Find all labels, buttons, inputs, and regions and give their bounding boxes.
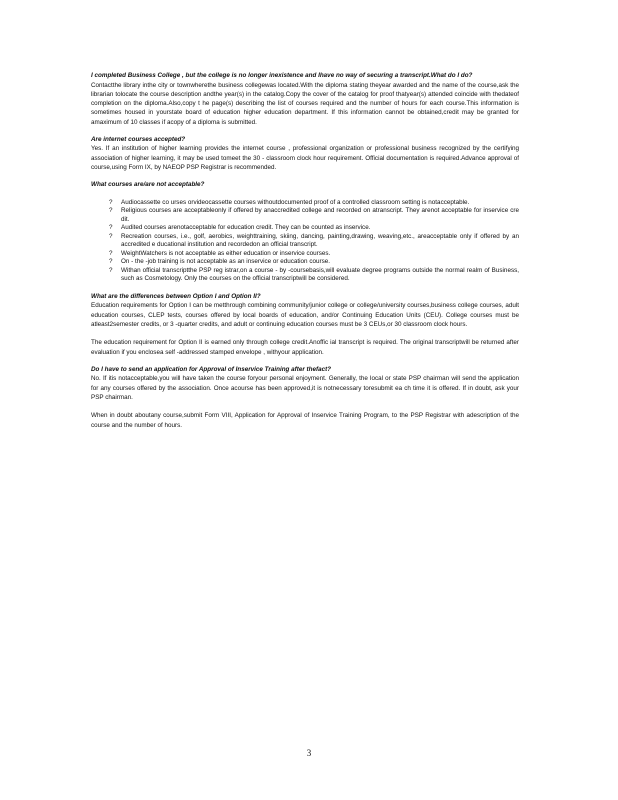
list-item bbox=[109, 207, 519, 224]
list-item-text: Recreation courses, i.e., golf, aerobics, weighttraining, skiing, dancing, painting,drawing, weaving,etc., areacceptable only if offered by an accredited e ducational institution and recordedon an official transcript. bbox=[121, 232, 519, 249]
bullet-mark: ? bbox=[109, 224, 113, 232]
question-heading: I completed Business College , but the college is no longer inexistence and Ihave no way of securing a transcript.What do I do? bbox=[91, 72, 473, 79]
spacer bbox=[91, 402, 519, 411]
bullet-mark: ? bbox=[109, 266, 113, 274]
list-item bbox=[109, 266, 519, 284]
question-heading: Do I have to send an application for Approval of Inservice Training after thefact? bbox=[91, 365, 332, 373]
list-item-text: Religious courses are acceptableonly if offered by anaccredited college and recorded on atranscript. They arenot acceptable for inservice cre dit. bbox=[121, 207, 519, 223]
spacer bbox=[91, 284, 519, 293]
page-number: 3 bbox=[306, 748, 312, 758]
question-heading: What are the differences between Option I and Option II? bbox=[91, 292, 261, 300]
answer-paragraph: Contactthe library inthe city or townwherethe business collegewas located.With the diploma stating theyear awarded and the name of the course,ask the librarian tolocate the course description andthe year(s) in the catalog.Copy the cover of the catalog for proof thatyear(s) attended coincide with thedateof completion on the diploma.Also,copy t he page(s) describing the list of courses required and the number of hours for each course.This information is sometimes housed in yourstate board of education higher education department. If this information cannot be obtained,credit may be granted for amaximum of 10 classes if acopy of a diploma is submitted. bbox=[91, 81, 519, 126]
answer-paragraph: No. If itis notacceptable,you will have taken the course foryour personal enjoyment. Generally, the local or state PSP chairman will send the application for any courses offered by the association. Once acourse has been approved,it is notnecessary toresubmit ea ch time it is offered. If in doubt, ask your PSP chairman. bbox=[91, 375, 519, 401]
spacer bbox=[91, 127, 519, 136]
spacer bbox=[91, 357, 519, 366]
question-heading: Are internet courses accepted? bbox=[91, 135, 186, 143]
list-item bbox=[109, 249, 519, 259]
answer-paragraph: Education requirements for Option I can be metthrough combining community/junior college or college/university courses,business college courses, adult education courses, CLEP tests, courses offered by local boards of education, and/or Continuing Education Units (CEU). College courses must be atleast2semester credits, or 3 -quarter credits, and adult or continuing education courses must be 3 CEUs,or 30 classroom clock hours. bbox=[91, 302, 519, 328]
answer-paragraph: When in doubt aboutany course,submit Form VIII, Application for Approval of Inservice Training Program, to the PSP Registrar with adescription of the course and the number of hours. bbox=[91, 412, 519, 429]
bullet-mark: ? bbox=[109, 207, 113, 215]
list-item-text: Withan official transcriptthe PSP reg istrar,on a course - by -coursebasis,will evaluate degree programs outside the normal realm of Business, such as Cosmetology. Only the courses on the official transcriptwill be considered. bbox=[121, 266, 519, 283]
bullet-mark: ? bbox=[109, 249, 113, 257]
bullet-mark: ? bbox=[109, 232, 113, 240]
list-item bbox=[109, 198, 519, 208]
bullet-mark: ? bbox=[109, 258, 113, 266]
course-bullet-list bbox=[91, 199, 519, 284]
list-item-text: Audited courses arenotacceptable for education credit. They can be counted as inservice. bbox=[121, 224, 371, 232]
list-item bbox=[109, 224, 519, 233]
list-item-text: On - the -job training is not acceptable as an inservice or education course. bbox=[121, 258, 330, 266]
answer-paragraph: The education requirement for Option II is earned only through college credit.Anoffic ial transcript is required. The original transcriptwill be returned after evaluation if you enclosea self -addressed stamped envelope , withyour application. bbox=[91, 339, 519, 356]
document-body bbox=[91, 72, 519, 430]
spacer bbox=[91, 329, 519, 338]
bullet-mark: ? bbox=[109, 198, 113, 206]
list-item bbox=[109, 232, 519, 250]
list-item-text: Audiocassette co urses orvideocassette courses withoutdocumented proof of a controlled classroom setting is notacceptable. bbox=[121, 198, 470, 206]
list-item bbox=[109, 258, 519, 267]
list-item-text: WeightWatchers is not acceptable as either education or inservice courses. bbox=[121, 249, 331, 257]
spacer bbox=[91, 172, 519, 181]
answer-paragraph: Yes. If an institution of higher learning provides the internet course , professional organization or professional business recognized by the certifying association of higher learning, it may be used tomeet the 30 - classroom clock hour requirement. Official documentation is required.Advance approval of course,using Form IX, by NAEOP PSP Registrar is recommended. bbox=[91, 145, 519, 172]
question-heading: What courses are/are not acceptable? bbox=[91, 181, 205, 189]
spacer bbox=[91, 190, 519, 199]
